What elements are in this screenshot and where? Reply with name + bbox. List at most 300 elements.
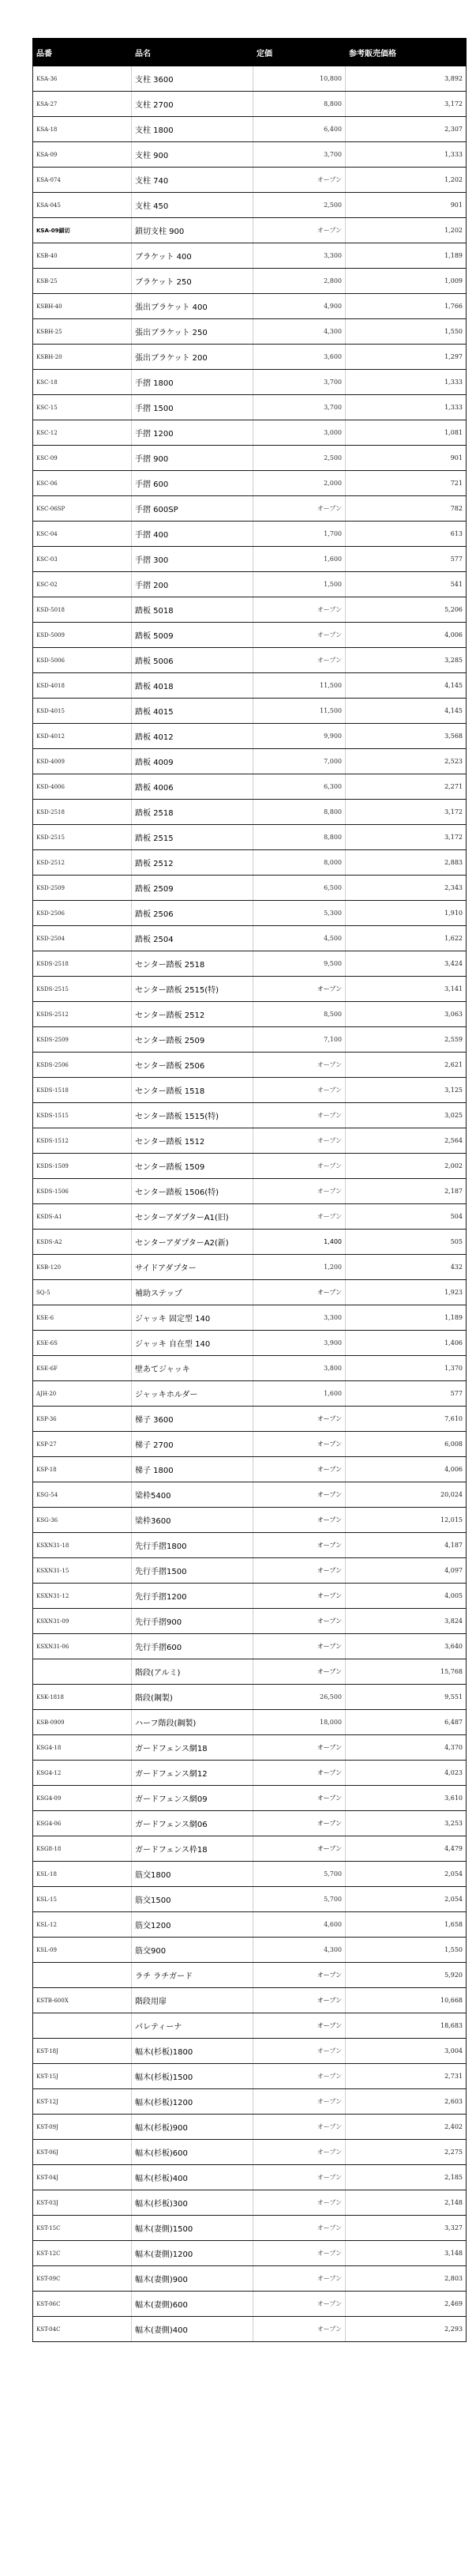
reference-price: 3,025 <box>346 1103 467 1128</box>
table-row <box>33 496 467 522</box>
list-price: 26,500 <box>253 1685 346 1710</box>
table-row <box>33 1128 467 1154</box>
product-code: KSC-18 <box>33 370 132 395</box>
list-price: オープン <box>253 1786 346 1811</box>
table-row <box>33 2292 467 2317</box>
table-row <box>33 2266 467 2292</box>
product-name: ラチ ラチガード <box>132 1963 253 1988</box>
table-row <box>33 1230 467 1255</box>
reference-price: 1,202 <box>346 218 467 243</box>
reference-price: 1,009 <box>346 269 467 294</box>
reference-price: 7,610 <box>346 1407 467 1432</box>
product-name: 梯子 3600 <box>132 1407 253 1432</box>
reference-price: 18,683 <box>346 2013 467 2039</box>
reference-price: 1,081 <box>346 420 467 446</box>
reference-price: 1,766 <box>346 294 467 319</box>
product-name: センター踏板 2518 <box>132 951 253 977</box>
reference-price: 2,564 <box>346 1128 467 1154</box>
reference-price: 782 <box>346 496 467 522</box>
product-name: 筋交1500 <box>132 1887 253 1912</box>
list-price: オープン <box>253 2140 346 2165</box>
list-price: 6,300 <box>253 774 346 800</box>
reference-price: 1,622 <box>346 926 467 951</box>
product-name: 先行手摺1200 <box>132 1584 253 1609</box>
table-header-row <box>33 39 467 66</box>
product-code: KSBH-20 <box>33 345 132 370</box>
reference-price: 2,402 <box>346 2115 467 2140</box>
table-row <box>33 2140 467 2165</box>
table-row <box>33 1154 467 1179</box>
reference-price: 613 <box>346 522 467 547</box>
table-row <box>33 1710 467 1735</box>
product-name: 幅木(杉板)1800 <box>132 2039 253 2064</box>
reference-price: 9,551 <box>346 1685 467 1710</box>
table-row <box>33 269 467 294</box>
list-price: オープン <box>253 1078 346 1103</box>
reference-price: 1,202 <box>346 168 467 193</box>
table-row <box>33 648 467 673</box>
list-price: 1,700 <box>253 522 346 547</box>
list-price: オープン <box>253 1457 346 1482</box>
product-code: KSD-2515 <box>33 825 132 850</box>
list-price: オープン <box>253 1103 346 1128</box>
table-row <box>33 876 467 901</box>
reference-price: 3,285 <box>346 648 467 673</box>
table-row <box>33 1508 467 1533</box>
list-price: オープン <box>253 1634 346 1659</box>
list-price: 7,100 <box>253 1027 346 1053</box>
table-row <box>33 1331 467 1356</box>
product-code: KSC-03 <box>33 547 132 572</box>
product-code: KSD-4006 <box>33 774 132 800</box>
reference-price: 1,923 <box>346 1280 467 1305</box>
list-price: オープン <box>253 2089 346 2115</box>
product-name: 踏板 4012 <box>132 724 253 749</box>
product-code: KSXN31-18 <box>33 1533 132 1558</box>
product-name: 支柱 1800 <box>132 117 253 142</box>
reference-price: 1,910 <box>346 901 467 926</box>
list-price: オープン <box>253 1154 346 1179</box>
product-name: ジャッキホルダー <box>132 1381 253 1407</box>
table-row <box>33 1963 467 1988</box>
reference-price: 4,187 <box>346 1533 467 1558</box>
list-price: オープン <box>253 977 346 1002</box>
product-code: KSC-15 <box>33 395 132 420</box>
product-name: 手摺 600SP <box>132 496 253 522</box>
table-row <box>33 1103 467 1128</box>
product-code: KSDS-A2 <box>33 1230 132 1255</box>
product-name: 支柱 3600 <box>132 66 253 92</box>
table-row <box>33 1027 467 1053</box>
product-name: 幅木(杉板)300 <box>132 2190 253 2216</box>
product-code: KST-06J <box>33 2140 132 2165</box>
reference-price: 4,005 <box>346 1584 467 1609</box>
product-code: KST-09C <box>33 2266 132 2292</box>
product-name: センター踏板 1518 <box>132 1078 253 1103</box>
reference-price: 12,015 <box>346 1508 467 1533</box>
reference-price: 4,006 <box>346 1457 467 1482</box>
list-price: オープン <box>253 168 346 193</box>
list-price: 1,600 <box>253 547 346 572</box>
table-row <box>33 345 467 370</box>
table-row <box>33 218 467 243</box>
table-row <box>33 1457 467 1482</box>
reference-price: 5,206 <box>346 597 467 623</box>
reference-price: 1,189 <box>346 1305 467 1331</box>
reference-price: 1,333 <box>346 370 467 395</box>
table-row <box>33 66 467 92</box>
reference-price: 3,172 <box>346 825 467 850</box>
product-name: センター踏板 2506 <box>132 1053 253 1078</box>
product-name: 踏板 2509 <box>132 876 253 901</box>
list-price: オープン <box>253 1204 346 1230</box>
reference-price: 901 <box>346 446 467 471</box>
table-row <box>33 1381 467 1407</box>
product-name: 先行手摺1800 <box>132 1533 253 1558</box>
product-code: KSB-0909 <box>33 1710 132 1735</box>
product-code: KSD-5018 <box>33 597 132 623</box>
product-name: ジャッキ 固定型 140 <box>132 1305 253 1331</box>
product-name: 幅木(杉板)600 <box>132 2140 253 2165</box>
list-price: 8,800 <box>253 800 346 825</box>
reference-price: 2,275 <box>346 2140 467 2165</box>
product-code: KSB-25 <box>33 269 132 294</box>
product-code: KSDS-1515 <box>33 1103 132 1128</box>
product-code: KSD-2518 <box>33 800 132 825</box>
list-price: 3,900 <box>253 1331 346 1356</box>
list-price: 4,900 <box>253 294 346 319</box>
table-row <box>33 395 467 420</box>
reference-price: 3,004 <box>346 2039 467 2064</box>
table-row <box>33 1356 467 1381</box>
product-code: KSL-18 <box>33 1862 132 1887</box>
product-name: 幅木(妻側)1500 <box>132 2216 253 2241</box>
list-price: 1,600 <box>253 1381 346 1407</box>
product-code: KSL-15 <box>33 1887 132 1912</box>
table-row <box>33 1761 467 1786</box>
list-price: オープン <box>253 648 346 673</box>
product-code: KSC-12 <box>33 420 132 446</box>
product-code: KST-12C <box>33 2241 132 2266</box>
product-name: 梯子 2700 <box>132 1432 253 1457</box>
product-name: 筋交900 <box>132 1938 253 1963</box>
product-name: ガードフェンス網12 <box>132 1761 253 1786</box>
table-row <box>33 1735 467 1761</box>
product-name: 踏板 2518 <box>132 800 253 825</box>
product-name: 手摺 200 <box>132 572 253 597</box>
product-code: KSTB-600X <box>33 1988 132 2013</box>
product-name: 手摺 300 <box>132 547 253 572</box>
list-price: オープン <box>253 2013 346 2039</box>
product-name: 張出ブラケット 250 <box>132 319 253 345</box>
reference-price: 1,550 <box>346 319 467 345</box>
reference-price: 2,185 <box>346 2165 467 2190</box>
reference-price: 1,550 <box>346 1938 467 1963</box>
table-row <box>33 142 467 168</box>
product-code: KSDS-1509 <box>33 1154 132 1179</box>
list-price: オープン <box>253 2064 346 2089</box>
product-name: 踏板 4009 <box>132 749 253 774</box>
list-price: オープン <box>253 1659 346 1685</box>
product-name: サイドアダプター <box>132 1255 253 1280</box>
product-code: KSD-5006 <box>33 648 132 673</box>
reference-price: 3,568 <box>346 724 467 749</box>
list-price: 3,300 <box>253 243 346 269</box>
table-row <box>33 774 467 800</box>
product-code <box>33 1659 132 1685</box>
table-row <box>33 1482 467 1508</box>
product-code: KSA-27 <box>33 92 132 117</box>
reference-price: 2,523 <box>346 749 467 774</box>
product-name: 補助ステップ <box>132 1280 253 1305</box>
table-row <box>33 572 467 597</box>
reference-price: 2,271 <box>346 774 467 800</box>
list-price: 3,300 <box>253 1305 346 1331</box>
product-name: 張出ブラケット 400 <box>132 294 253 319</box>
list-price: 8,000 <box>253 850 346 876</box>
list-price: 4,500 <box>253 926 346 951</box>
table-row <box>33 1432 467 1457</box>
list-price: オープン <box>253 496 346 522</box>
list-price: オープン <box>253 1836 346 1862</box>
reference-price: 2,054 <box>346 1887 467 1912</box>
reference-price: 2,883 <box>346 850 467 876</box>
product-code: KSDS-2512 <box>33 1002 132 1027</box>
list-price: オープン <box>253 1508 346 1533</box>
product-code: KSC-09 <box>33 446 132 471</box>
list-price: 3,700 <box>253 142 346 168</box>
product-code: KSE-6F <box>33 1356 132 1381</box>
list-price: オープン <box>253 2190 346 2216</box>
product-code: KSG4-09 <box>33 1786 132 1811</box>
product-name: 支柱 740 <box>132 168 253 193</box>
table-row <box>33 1811 467 1836</box>
product-code: KSP-27 <box>33 1432 132 1457</box>
table-row <box>33 2241 467 2266</box>
product-name: 踏板 5009 <box>132 623 253 648</box>
product-code: KSC-06 <box>33 471 132 496</box>
product-name: パレティーナ <box>132 2013 253 2039</box>
product-code: KSA-09 <box>33 142 132 168</box>
list-price: 18,000 <box>253 1710 346 1735</box>
header-list-price: 定価 <box>253 39 346 66</box>
product-name: 幅木(妻側)400 <box>132 2317 253 2342</box>
product-name: 踏板 2504 <box>132 926 253 951</box>
list-price: オープン <box>253 623 346 648</box>
table-row <box>33 2064 467 2089</box>
product-name: センターアダプターA1(旧) <box>132 1204 253 1230</box>
list-price: オープン <box>253 2039 346 2064</box>
product-name: センター踏板 2509 <box>132 1027 253 1053</box>
list-price: オープン <box>253 1128 346 1154</box>
list-price: オープン <box>253 1053 346 1078</box>
product-name: ブラケット 400 <box>132 243 253 269</box>
table-row <box>33 370 467 395</box>
list-price: オープン <box>253 2317 346 2342</box>
product-name: 筋交1200 <box>132 1912 253 1938</box>
list-price: オープン <box>253 1280 346 1305</box>
product-name: 踏板 2506 <box>132 901 253 926</box>
header-name: 品名 <box>132 39 253 66</box>
table-row <box>33 1938 467 1963</box>
product-name: ガードフェンス枠18 <box>132 1836 253 1862</box>
reference-price: 1,370 <box>346 1356 467 1381</box>
list-price: 10,800 <box>253 66 346 92</box>
reference-price: 1,189 <box>346 243 467 269</box>
table-row <box>33 2013 467 2039</box>
product-code <box>33 1963 132 1988</box>
product-code: KSBH-25 <box>33 319 132 345</box>
product-code: KST-18J <box>33 2039 132 2064</box>
product-code: KSA-074 <box>33 168 132 193</box>
list-price: 9,900 <box>253 724 346 749</box>
reference-price: 901 <box>346 193 467 218</box>
list-price: 9,500 <box>253 951 346 977</box>
reference-price: 3,172 <box>346 92 467 117</box>
product-code: KSDS-2515 <box>33 977 132 1002</box>
product-code: KSD-4015 <box>33 699 132 724</box>
table-row <box>33 1255 467 1280</box>
product-code: KSD-4009 <box>33 749 132 774</box>
product-name: 先行手摺600 <box>132 1634 253 1659</box>
product-name: 支柱 2700 <box>132 92 253 117</box>
reference-price: 4,145 <box>346 699 467 724</box>
product-code: KSG8-18 <box>33 1836 132 1862</box>
product-code: KSG4-18 <box>33 1735 132 1761</box>
list-price: 3,600 <box>253 345 346 370</box>
list-price: オープン <box>253 1584 346 1609</box>
product-code: KSXN31-09 <box>33 1609 132 1634</box>
product-code: KST-15C <box>33 2216 132 2241</box>
product-name: ブラケット 250 <box>132 269 253 294</box>
table-row <box>33 850 467 876</box>
reference-price: 3,424 <box>346 951 467 977</box>
list-price: 3,700 <box>253 395 346 420</box>
reference-price: 3,824 <box>346 1609 467 1634</box>
table-row <box>33 168 467 193</box>
product-code: KSG-54 <box>33 1482 132 1508</box>
product-code: KSC-06SP <box>33 496 132 522</box>
header-code: 品番 <box>33 39 132 66</box>
product-name: 梁枠5400 <box>132 1482 253 1508</box>
table-row <box>33 1609 467 1634</box>
product-name: 先行手摺900 <box>132 1609 253 1634</box>
reference-price: 4,145 <box>346 673 467 699</box>
product-code: KSG4-12 <box>33 1761 132 1786</box>
reference-price: 4,006 <box>346 623 467 648</box>
list-price: オープン <box>253 1609 346 1634</box>
list-price: 1,200 <box>253 1255 346 1280</box>
product-code: KST-15J <box>33 2064 132 2089</box>
product-code: KSDS-1518 <box>33 1078 132 1103</box>
reference-price: 505 <box>346 1230 467 1255</box>
product-name: 踏板 5006 <box>132 648 253 673</box>
list-price: 7,000 <box>253 749 346 774</box>
table-row <box>33 2190 467 2216</box>
reference-price: 2,559 <box>346 1027 467 1053</box>
table-row <box>33 724 467 749</box>
product-code: KSDS-1506 <box>33 1179 132 1204</box>
list-price: 2,800 <box>253 269 346 294</box>
table-row <box>33 951 467 977</box>
reference-price: 2,803 <box>346 2266 467 2292</box>
product-code: KSG-36 <box>33 1508 132 1533</box>
reference-price: 432 <box>346 1255 467 1280</box>
reference-price: 2,731 <box>346 2064 467 2089</box>
list-price: 11,500 <box>253 673 346 699</box>
list-price: 2,000 <box>253 471 346 496</box>
list-price: オープン <box>253 1988 346 2013</box>
reference-price: 1,658 <box>346 1912 467 1938</box>
product-name: 幅木(杉板)1500 <box>132 2064 253 2089</box>
product-code: KSC-02 <box>33 572 132 597</box>
product-name: センター踏板 2515(特) <box>132 977 253 1002</box>
list-price: 3,800 <box>253 1356 346 1381</box>
product-name: 筋交1800 <box>132 1862 253 1887</box>
table-row <box>33 471 467 496</box>
product-code: KST-04C <box>33 2317 132 2342</box>
reference-price: 5,920 <box>346 1963 467 1988</box>
product-code: KSDS-A1 <box>33 1204 132 1230</box>
reference-price: 2,187 <box>346 1179 467 1204</box>
reference-price: 1,406 <box>346 1331 467 1356</box>
table-row <box>33 1685 467 1710</box>
reference-price: 2,469 <box>346 2292 467 2317</box>
table-row <box>33 1305 467 1331</box>
product-name: 支柱 450 <box>132 193 253 218</box>
list-price: オープン <box>253 2241 346 2266</box>
product-code: KSDS-2518 <box>33 951 132 977</box>
product-name: センターアダプターA2(新) <box>132 1230 253 1255</box>
list-price: オープン <box>253 1432 346 1457</box>
product-code: KSD-5009 <box>33 623 132 648</box>
reference-price: 3,148 <box>346 2241 467 2266</box>
product-name: 先行手摺1500 <box>132 1558 253 1584</box>
product-code: KSL-09 <box>33 1938 132 1963</box>
list-price: 2,500 <box>253 446 346 471</box>
reference-price: 1,333 <box>346 142 467 168</box>
table-row <box>33 1634 467 1659</box>
list-price: 5,700 <box>253 1887 346 1912</box>
product-code: KST-06C <box>33 2292 132 2317</box>
list-price: 6,500 <box>253 876 346 901</box>
product-code: KSD-2509 <box>33 876 132 901</box>
reference-price: 3,640 <box>346 1634 467 1659</box>
reference-price: 2,603 <box>346 2089 467 2115</box>
product-name: ガードフェンス網18 <box>132 1735 253 1761</box>
product-name: 幅木(妻側)1200 <box>132 2241 253 2266</box>
table-row <box>33 2115 467 2140</box>
list-price: オープン <box>253 1735 346 1761</box>
table-row <box>33 1584 467 1609</box>
table-row <box>33 1862 467 1887</box>
product-code: KSBH-40 <box>33 294 132 319</box>
table-row <box>33 1558 467 1584</box>
table-row <box>33 1533 467 1558</box>
product-name: 梁枠3600 <box>132 1508 253 1533</box>
table-row <box>33 1786 467 1811</box>
header-reference-price: 参考販売価格 <box>346 39 467 66</box>
table-row <box>33 673 467 699</box>
table-row <box>33 1204 467 1230</box>
product-name: センター踏板 2512 <box>132 1002 253 1027</box>
table-row <box>33 1280 467 1305</box>
list-price: オープン <box>253 1482 346 1508</box>
reference-price: 1,297 <box>346 345 467 370</box>
list-price: オープン <box>253 2216 346 2241</box>
reference-price: 4,479 <box>346 1836 467 1862</box>
table-row <box>33 319 467 345</box>
